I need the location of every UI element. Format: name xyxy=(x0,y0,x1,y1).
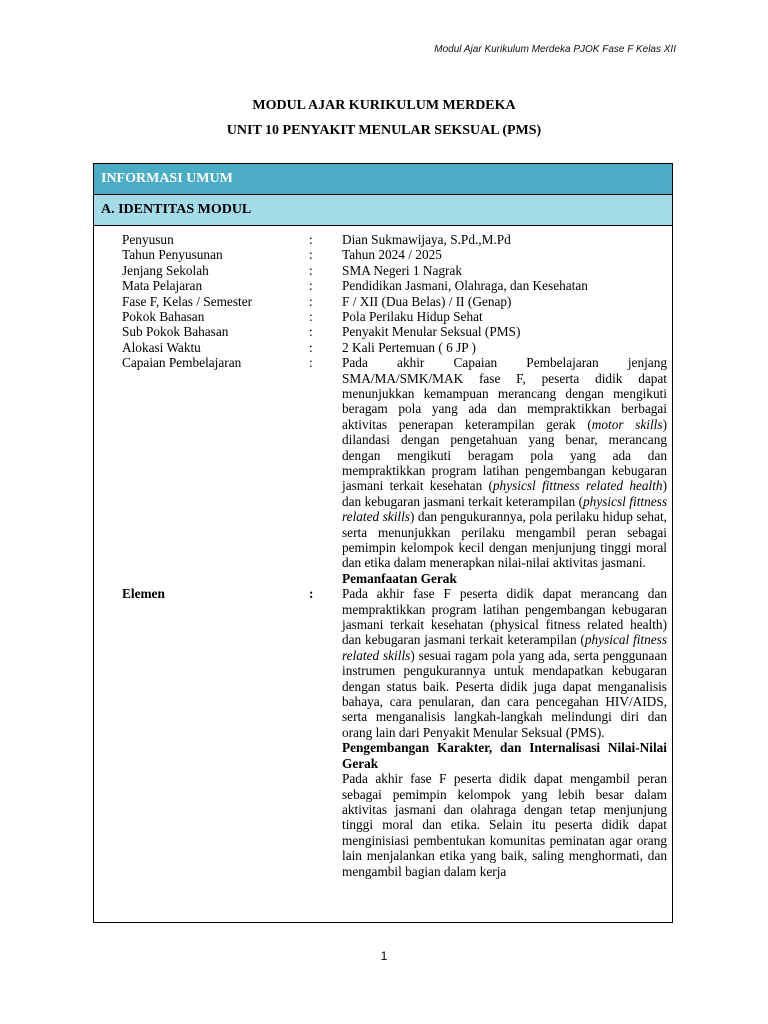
field-value: SMA Negeri 1 Nagrak xyxy=(342,262,463,278)
section-identitas-modul: A. IDENTITAS MODUL xyxy=(94,195,672,226)
field-colon: : xyxy=(309,339,313,355)
field-row xyxy=(94,309,672,324)
identity-fields xyxy=(94,226,672,879)
running-header: Modul Ajar Kurikulum Merdeka PJOK Fase F Kelas XII xyxy=(434,44,676,55)
field-value: Pola Perilaku Hidup Sehat xyxy=(342,308,483,324)
field-label: Sub Pokok Bahasan xyxy=(122,324,229,340)
section-informasi-umum: INFORMASI UMUM xyxy=(94,164,672,195)
field-colon: : xyxy=(309,586,314,602)
page-number: 1 xyxy=(380,949,388,963)
field-row xyxy=(94,340,672,355)
document-title xyxy=(0,93,768,143)
field-value: Dian Sukmawijaya, S.Pd.,M.Pd xyxy=(342,232,511,247)
field-label: Pokok Bahasan xyxy=(122,308,205,324)
elemen-text-2: Pada akhir fase F peserta didik dapat mengambil peran sebagai pemimpin kelompok yang lebih besar dalam aktivitas jasmani dan olahraga dengan tetap menjunjung tinggi moral dan etika. Selain itu peserta didik dapat menginisiasi pembentukan komunitas peminatan agar orang lain menjalankan etika yang baik, saling menghormati, dan mengambil bagian dalam kerja xyxy=(342,771,667,879)
elemen-heading-karakter: Pengembangan Karakter, dan Internalisasi Nilai-Nilai Gerak xyxy=(342,740,667,771)
field-label: Mata Pelajaran xyxy=(122,278,203,294)
field-row xyxy=(94,263,672,278)
module-info-table xyxy=(93,163,673,923)
field-label: Fase F, Kelas / Semester xyxy=(122,293,253,309)
field-colon: : xyxy=(309,262,313,278)
capaian-text: Pada akhir Capaian Pembelajaran jenjang SMA/MA/SMK/MAK fase F, peserta didik dapat menunjukkan kemampuan merancang dengan mengikuti beragam pola yang ada dan mempraktikkan berbagai aktivitas penerapan keterampilan gerak (motor skills) dilandasi dengan pengetahuan yang benar, merancang dengan mengikuti beragam pola yang ada dan mempraktikkan program latihan pengembangan kebugaran jasmani terkait kesehatan (physicsl fittness related health) dan kebugaran jasmani terkait keterampilan (physicsl fittness related skills) dan pengukurannya, pola perilaku hidup sehat, serta menunjukkan perilaku mengambil peran sebagai pemimpin kelompok kecil dengan menjunjung tinggi moral dan etika dalam menerapkan nilai-nilai aktivitas jasmani. xyxy=(342,355,667,571)
field-row xyxy=(94,247,672,262)
field-value: Pendidikan Jasmani, Olahraga, dan Kesehatan xyxy=(342,278,588,294)
capaian-label: Capaian Pembelajaran xyxy=(122,355,242,371)
elemen-text-1: Pada akhir fase F peserta didik dapat merancang dan mempraktikkan program latihan pengembangan kebugaran jasmani terkait kesehatan (physical fitness related health) dan kebugaran jasmani terkait keterampilan (physical fitness related skills) sesuai ragam pola yang ada, serta penggunaan instrumen pengukurannya untuk mendapatkan kebugaran dengan status baik. Peserta didik juga dapat menganalisis bahaya, cara penularan, dan cara pencegahan HIV/AIDS, serta menganalisis langkah-langkah melindungi diri dan orang lain dari Penyakit Menular Seksual (PMS). xyxy=(342,586,667,740)
elemen-heading-pemanfaatan: Pemanfaatan Gerak xyxy=(342,570,457,586)
field-label: Tahun Penyusunan xyxy=(122,247,223,263)
field-row xyxy=(94,232,672,247)
field-label: Penyusun xyxy=(122,232,174,247)
field-colon: : xyxy=(309,324,313,340)
field-row xyxy=(94,324,672,339)
elemen-label: Elemen xyxy=(122,586,165,602)
field-colon: : xyxy=(309,293,313,309)
field-colon: : xyxy=(309,247,313,263)
field-colon: : xyxy=(309,355,313,371)
field-colon: : xyxy=(309,308,313,324)
field-value: 2 Kali Pertemuan ( 6 JP ) xyxy=(342,339,476,355)
field-row xyxy=(94,278,672,293)
title-line-1: MODUL AJAR KURIKULUM MERDEKA xyxy=(252,98,516,113)
field-label: Alokasi Waktu xyxy=(122,339,201,355)
capaian-row xyxy=(94,355,672,571)
field-value: Tahun 2024 / 2025 xyxy=(342,247,442,263)
field-colon: : xyxy=(309,278,313,294)
field-label: Jenjang Sekolah xyxy=(122,262,209,278)
field-row xyxy=(94,294,672,309)
field-value: Penyakit Menular Seksual (PMS) xyxy=(342,324,521,340)
field-colon: : xyxy=(309,232,313,247)
title-line-2: UNIT 10 PENYAKIT MENULAR SEKSUAL (PMS) xyxy=(226,123,542,138)
field-value: F / XII (Dua Belas) / II (Genap) xyxy=(342,293,512,309)
elemen-row xyxy=(94,586,672,740)
